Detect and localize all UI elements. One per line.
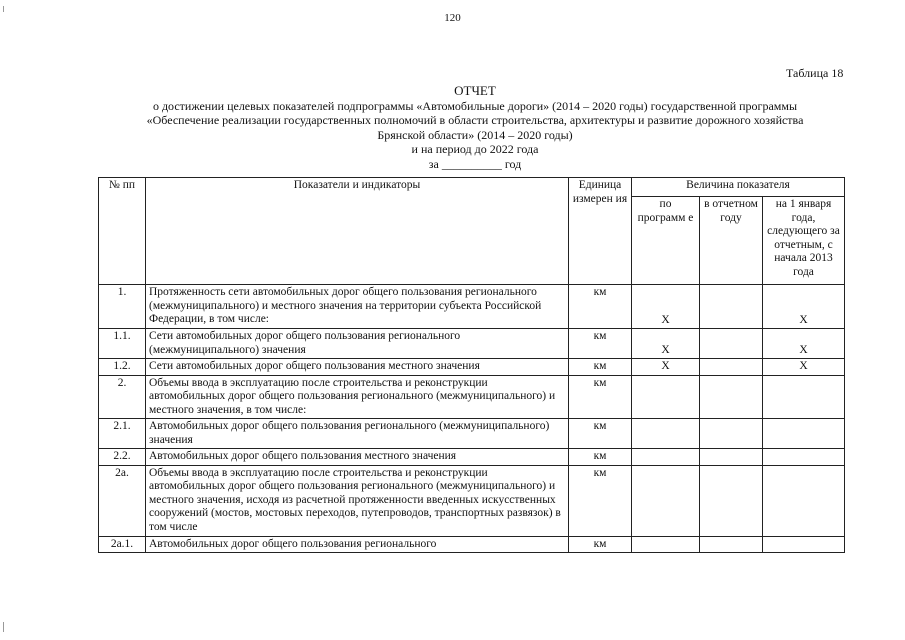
heading-line: «Обеспечение реализации государственных полномочий в области строительства, архитектуры и развитие дорожного хозяйства [146,113,804,127]
row-unit: км [569,329,632,359]
row-number: 2. [99,375,146,419]
report-heading [60,84,890,171]
row-value-reporting [700,449,763,466]
row-indicator: Объемы ввода в эксплуатацию после строительства и реконструкции автомобильных дорог общего пользования регионального (межмуниципального) и местного значения, исходя из расчетной протяженности введенных искусственных сооружений (мостов, мостовых переходов, путепроводов, транспортных развязок) в том числе [146,465,569,536]
row-value-program: Х [632,359,700,376]
indicators-table [98,177,845,553]
table-row [99,419,845,449]
header-by-program: по программ е [632,197,700,285]
header-reporting-year: в отчетном году [700,197,763,285]
row-value-next [763,375,845,419]
table-label: Таблица 18 [786,66,844,80]
row-value-program: Х [632,285,700,329]
scan-mark [3,622,4,632]
row-value-program [632,375,700,419]
row-value-next [763,465,845,536]
header-num: № пп [99,178,146,285]
row-value-program [632,419,700,449]
header-indicators: Показатели и индикаторы [146,178,569,285]
table-row [99,329,845,359]
page-number: 120 [444,12,461,24]
row-number: 1.2. [99,359,146,376]
row-value-reporting [700,329,763,359]
heading-line: за __________ год [428,156,522,171]
row-value-next: Х [763,359,845,376]
scan-mark [3,6,4,12]
row-value-next: Х [763,285,845,329]
table-row [99,536,845,553]
row-number: 1.1. [99,329,146,359]
row-value-next: Х [763,329,845,359]
row-value-reporting [700,419,763,449]
row-number: 2.1. [99,419,146,449]
row-indicator: Автомобильных дорог общего пользования местного значения [146,449,569,466]
table-row [99,465,845,536]
row-unit: км [569,359,632,376]
row-number: 1. [99,285,146,329]
table-row [99,359,845,376]
table-row [99,375,845,419]
row-value-reporting [700,285,763,329]
row-unit: км [569,449,632,466]
row-value-reporting [700,359,763,376]
table-row [99,285,845,329]
table-row [99,449,845,466]
row-value-reporting [700,536,763,553]
row-indicator: Сети автомобильных дорог общего пользования регионального (межмуниципального) значения [146,329,569,359]
header-next-year: на 1 января года, следующего за отчетным, с начала 2013 года [763,197,845,285]
report-title: ОТЧЕТ [454,83,496,98]
row-indicator: Автомобильных дорог общего пользования регионального (межмуниципального) значения [146,419,569,449]
row-unit: км [569,465,632,536]
row-value-next [763,536,845,553]
heading-line: и на период до 2022 года [411,142,539,156]
row-indicator: Автомобильных дорог общего пользования регионального [146,536,569,553]
row-number: 2.2. [99,449,146,466]
header-unit: Единица измерен ия [569,178,632,285]
row-value-program [632,449,700,466]
heading-line: Брянской области» (2014 – 2020 годы) [377,127,573,142]
row-unit: км [569,419,632,449]
row-indicator: Сети автомобильных дорог общего пользования местного значения [146,359,569,376]
heading-line: о достижении целевых показателей подпрограммы «Автомобильные дороги» (2014 – 2020 годы) государственной программы [152,98,798,113]
row-number: 2а.1. [99,536,146,553]
row-indicator: Протяженность сети автомобильных дорог общего пользования регионального (межмуниципального) и местного значения на территории субъекта Российской Федерации, в том числе: [146,285,569,329]
row-unit: км [569,285,632,329]
row-value-program: Х [632,329,700,359]
row-value-reporting [700,375,763,419]
header-value-group: Величина показателя [632,178,845,197]
row-value-reporting [700,465,763,536]
row-unit: км [569,375,632,419]
row-indicator: Объемы ввода в эксплуатацию после строительства и реконструкции автомобильных дорог общего пользования регионального (межмуниципального) и местного значения, в том числе: [146,375,569,419]
row-value-next [763,419,845,449]
row-value-next [763,449,845,466]
row-unit: км [569,536,632,553]
row-number: 2а. [99,465,146,536]
row-value-program [632,465,700,536]
row-value-program [632,536,700,553]
